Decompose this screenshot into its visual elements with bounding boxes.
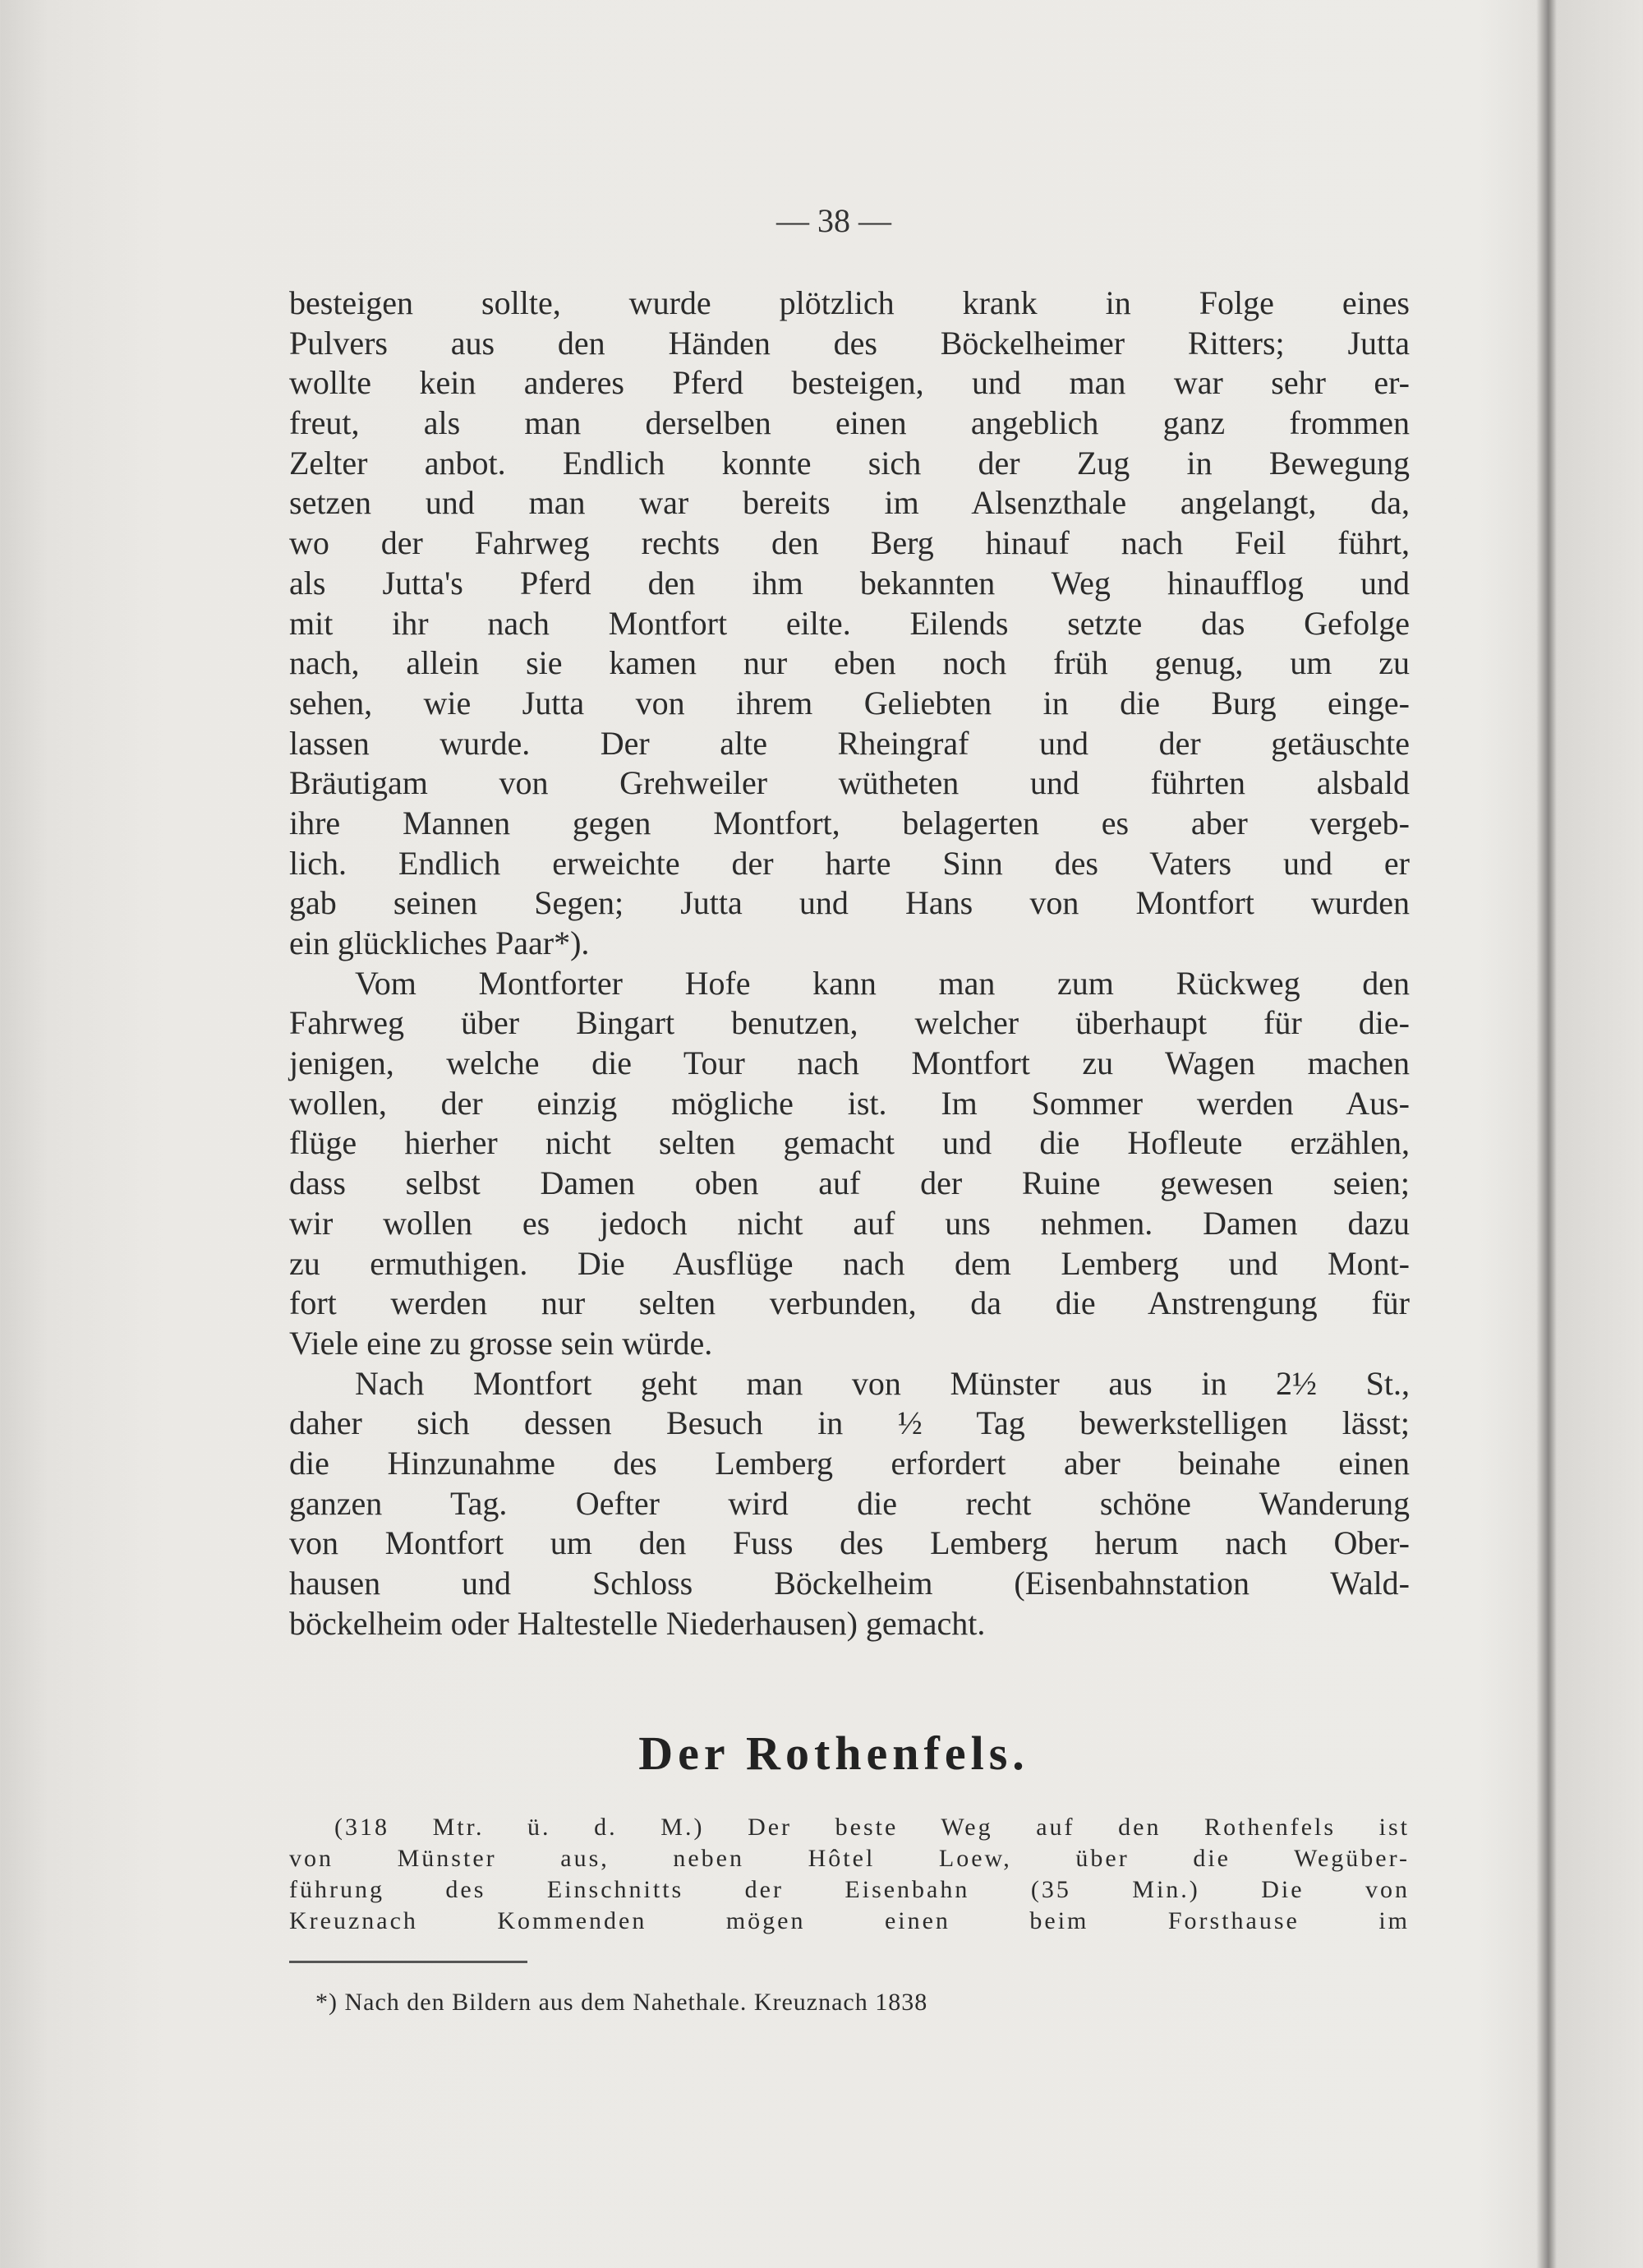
text-line: daher sich dessen Besuch in ½ Tag bewerkstelligen lässt; xyxy=(289,1404,1410,1442)
text-line: gab seinen Segen; Jutta und Hans von Montfort wurden xyxy=(289,884,1410,922)
text-line: ihre Mannen gegen Montfort, belagerten es aber vergeb- xyxy=(289,804,1410,841)
text-line: Zelter anbot. Endlich konnte sich der Zug in Bewegung xyxy=(289,444,1410,482)
text-line: wollen, der einzig mögliche ist. Im Sommer werden Aus- xyxy=(289,1084,1410,1122)
section-text-line: von Münster aus, neben Hôtel Loew, über die Wegüber- xyxy=(289,1845,1410,1872)
text-line: fort werden nur selten verbunden, da die Anstrengung für xyxy=(289,1284,1410,1322)
text-line: jenigen, welche die Tour nach Montfort zu Wagen machen xyxy=(289,1044,1410,1082)
text-line: Pulvers aus den Händen des Böckelheimer Ritters; Jutta xyxy=(289,324,1410,362)
text-line: mit ihr nach Montfort eilte. Eilends setzte das Gefolge xyxy=(289,604,1410,642)
text-line: Vom Montforter Hofe kann man zum Rückweg den xyxy=(355,964,1410,1002)
text-line: lassen wurde. Der alte Rheingraf und der getäuschte xyxy=(289,724,1410,762)
section-intro xyxy=(289,1812,1410,1937)
text-line: wir wollen es jedoch nicht auf uns nehmen. Damen dazu xyxy=(289,1204,1410,1242)
text-line: setzen und man war bereits im Alsenzthale angelangt, da, xyxy=(289,484,1410,522)
section-heading: Der Rothenfels. xyxy=(638,1726,1029,1780)
footnote: *) Nach den Bildern aus dem Nahethale. Kreuznach 1838 xyxy=(315,1989,928,2016)
text-line: Fahrweg über Bingart benutzen, welcher überhaupt für die- xyxy=(289,1004,1410,1042)
text-line: ganzen Tag. Oefter wird die recht schöne Wanderung xyxy=(289,1484,1410,1522)
text-line: Bräutigam von Grehweiler wütheten und führten alsbald xyxy=(289,764,1410,802)
text-line: hausen und Schloss Böckelheim (Eisenbahnstation Wald- xyxy=(289,1565,1410,1602)
text-line: Nach Montfort geht man von Münster aus in 2½ St., xyxy=(355,1364,1410,1402)
text-line: dass selbst Damen oben auf der Ruine gewesen seien; xyxy=(289,1164,1410,1202)
text-line: böckelheim oder Haltestelle Niederhausen) gemacht. xyxy=(289,1604,986,1642)
text-line: wollte kein anderes Pferd besteigen, und man war sehr er- xyxy=(289,364,1410,402)
text-line: wo der Fahrweg rechts den Berg hinauf nach Feil führt, xyxy=(289,524,1410,562)
page-number: — 38 — xyxy=(776,202,891,239)
text-line: von Montfort um den Fuss des Lemberg herum nach Ober- xyxy=(289,1524,1410,1562)
text-line: lich. Endlich erweichte der harte Sinn des Vaters und er xyxy=(289,844,1410,882)
text-line: nach, allein sie kamen nur eben noch früh genug, um zu xyxy=(289,644,1410,682)
footnote-divider xyxy=(289,1961,527,1963)
text-line: Viele eine zu grosse sein würde. xyxy=(289,1324,713,1362)
text-line: als Jutta's Pferd den ihm bekannten Weg hinaufflog und xyxy=(289,564,1410,602)
text-line: ein glückliches Paar*). xyxy=(289,924,590,961)
text-line: freut, als man derselben einen angeblich ganz frommen xyxy=(289,404,1410,442)
text-line: besteigen sollte, wurde plötzlich krank in Folge eines xyxy=(289,284,1410,321)
text-line: die Hinzunahme des Lemberg erfordert aber beinahe einen xyxy=(289,1444,1410,1482)
text-line: flüge hierher nicht selten gemacht und die Hofleute erzählen, xyxy=(289,1124,1410,1162)
section-text-line: Kreuznach Kommenden mögen einen beim Forsthause im xyxy=(289,1907,1410,1934)
body-text xyxy=(289,284,1410,1643)
text-line: zu ermuthigen. Die Ausflüge nach dem Lemberg und Mont- xyxy=(289,1244,1410,1282)
section-text-line: (318 Mtr. ü. d. M.) Der beste Weg auf den Rothenfels ist xyxy=(334,1814,1410,1841)
text-line: sehen, wie Jutta von ihrem Geliebten in die Burg einge- xyxy=(289,684,1410,721)
section-text-line: führung des Einschnitts der Eisenbahn (35 Min.) Die von xyxy=(289,1876,1410,1903)
